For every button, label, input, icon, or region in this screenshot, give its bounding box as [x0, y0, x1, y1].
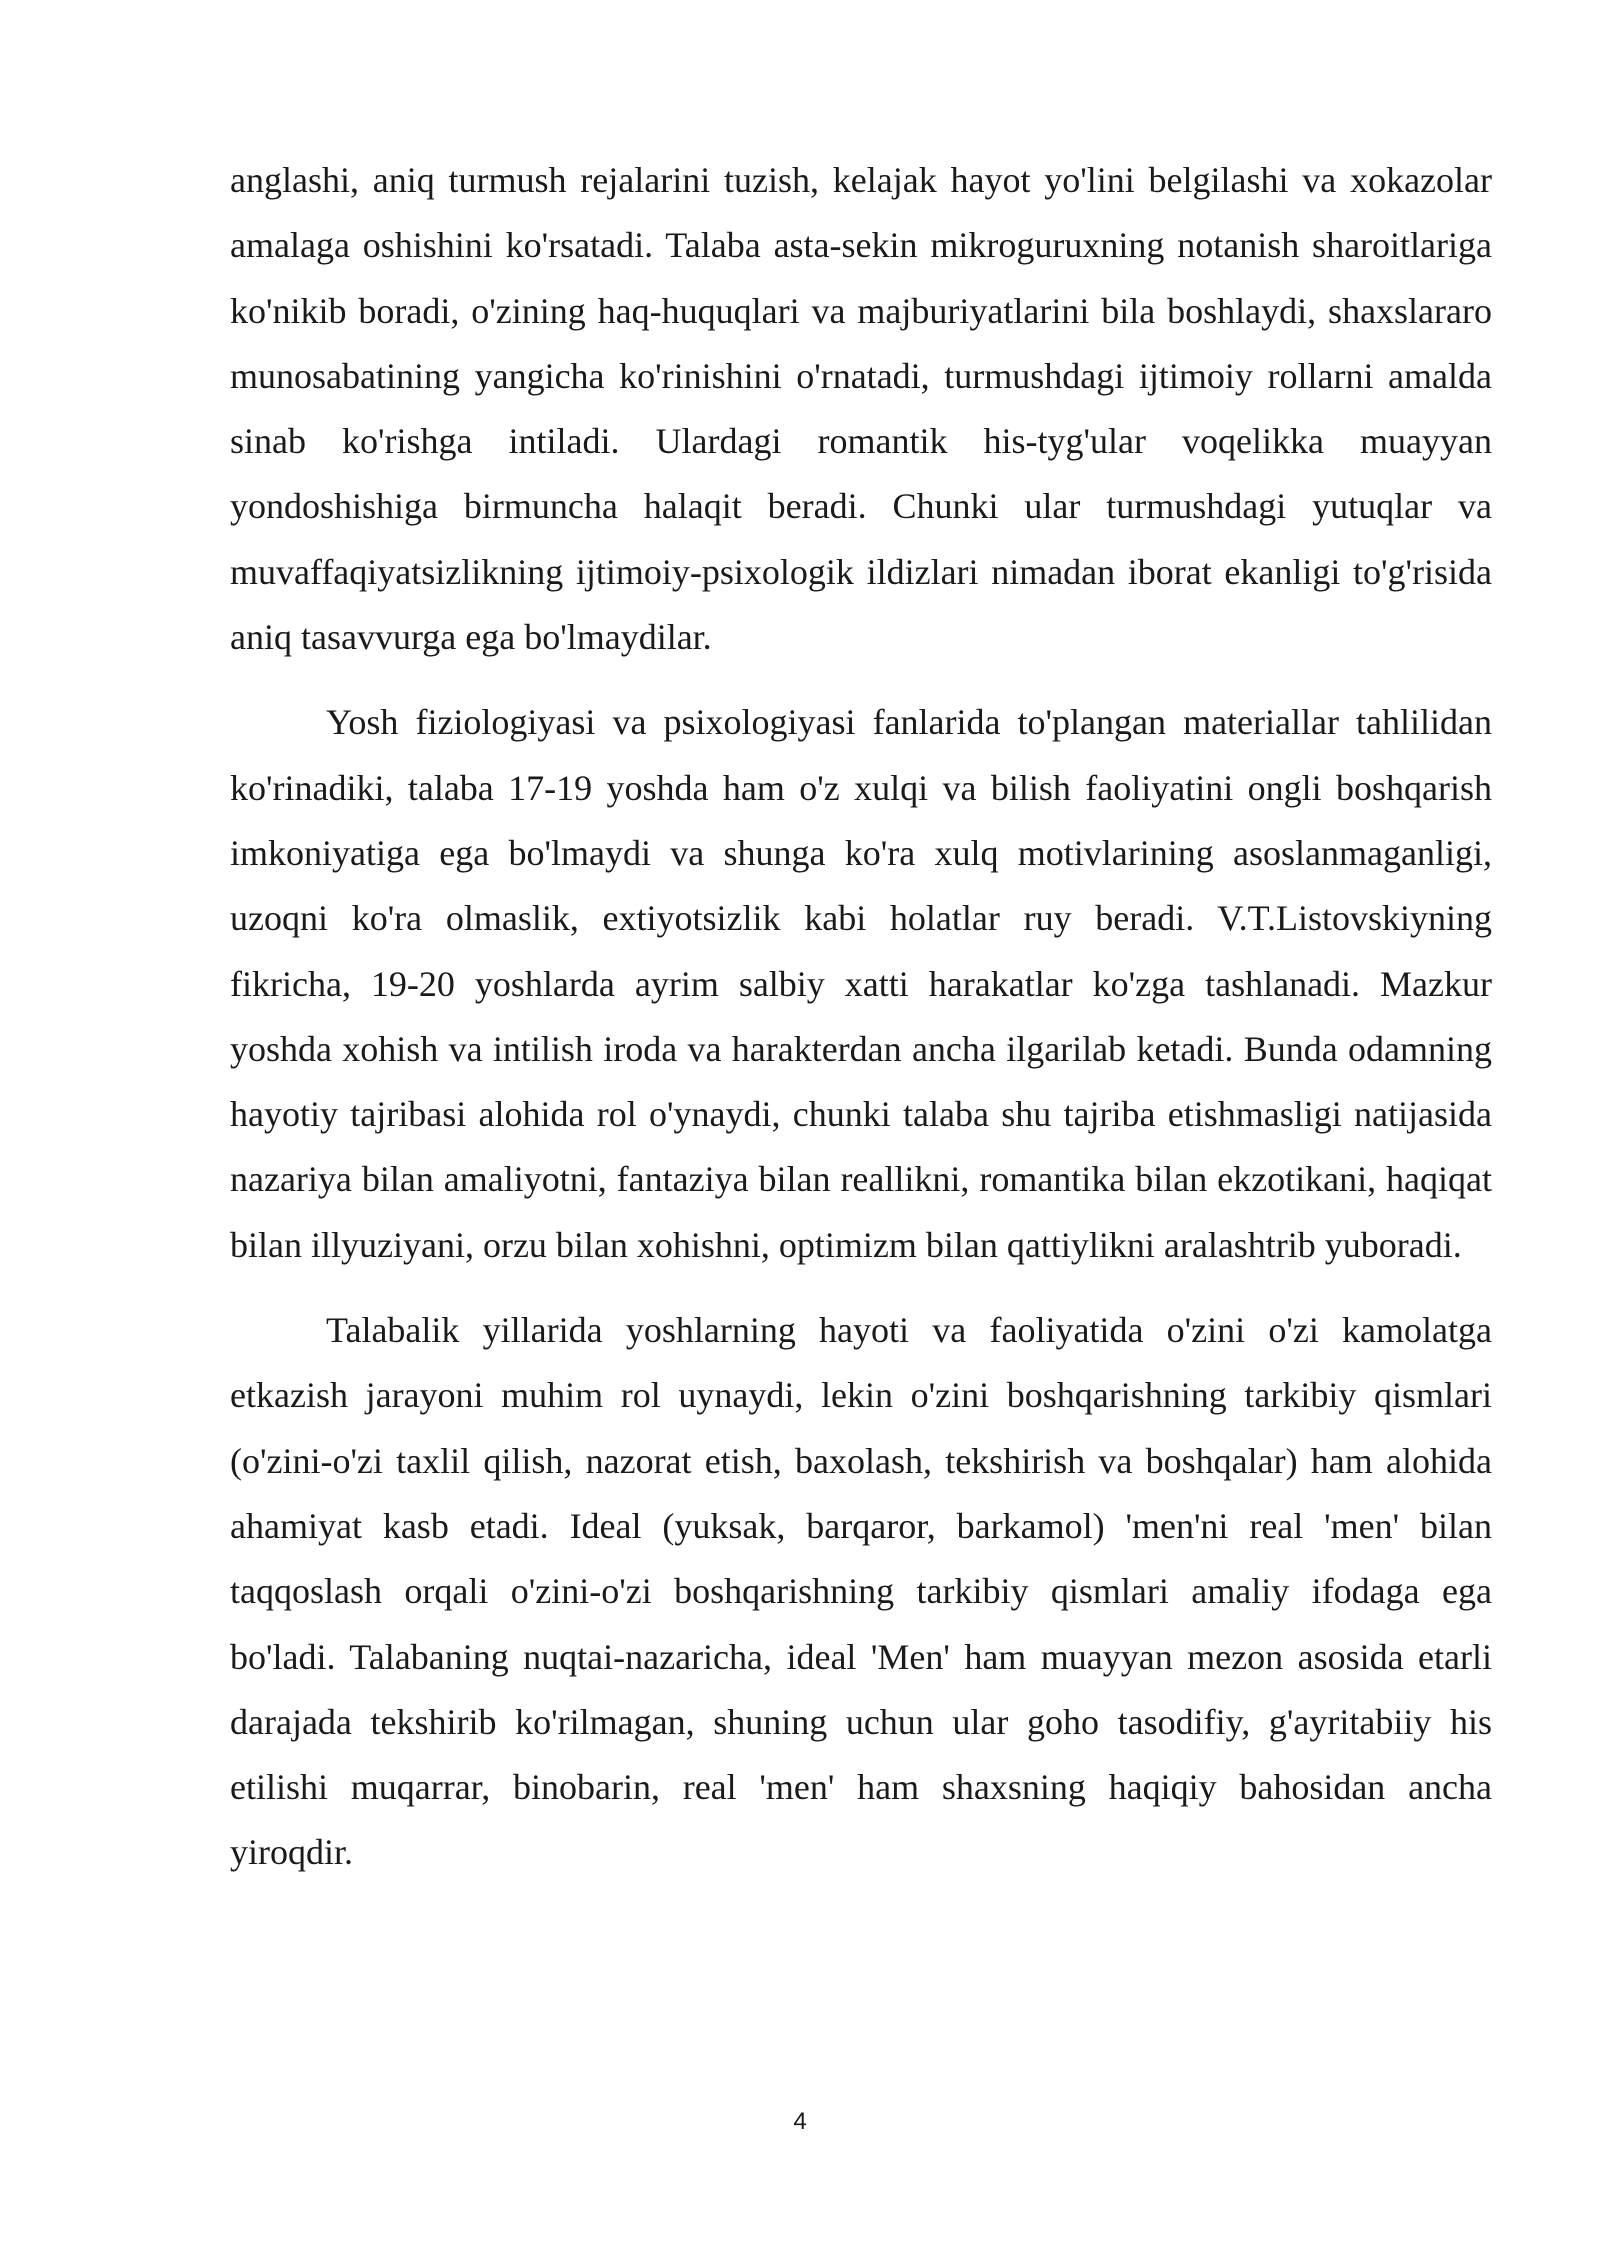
paragraph-3: Talabalik yillarida yoshlarning hayoti va faoliyatida o'zini o'zi kamolatga etkazish jarayoni muhim rol uynaydi, lekin o'zini boshqarishning tarkibiy qismlari (o'zini-o'zi taxlil qilish, nazorat etish, baxolash, tekshirish va boshqalar) ham alohida ahamiyat kasb etadi. Ideal (yuksak, barqaror, barkamol) 'men'ni real 'men' bilan taqqoslash orqali o'zini-o'zi boshqarishning tarkibiy qismlari amaliy ifodaga ega bo'ladi. Talabaning nuqtai-nazaricha, ideal 'Men' ham muayyan mezon asosida etarli darajada tekshirib ko'rilmagan, shuning uchun ular goho tasodifiy, g'ayritabiiy his etilishi muqarrar, binobarin, real 'men' ham shaxsning haqiqiy bahosidan ancha yiroqdir.	[230, 1310, 1492, 1873]
paragraph-2: Yosh fiziologiyasi va psixologiyasi fanlarida to'plangan materiallar tahlilidan ko'rinadiki, talaba 17-19 yoshda ham o'z xulqi va bilish faoliyatini ongli boshqarish imkoniyatiga ega bo'lmaydi va shunga ko'ra xulq motivlarining asoslanmaganligi, uzoqni ko'ra olmaslik, extiyotsizlik kabi holatlar ruy beradi. V.T.Listovskiyning fikricha, 19-20 yoshlarda ayrim salbiy xatti harakatlar ko'zga tashlanadi. Mazkur yoshda xohish va intilish iroda va harakterdan ancha ilgarilab ketadi. Bunda odamning hayotiy tajribasi alohida rol o'ynaydi, chunki talaba shu tajriba etishmasligi natijasida nazariya bilan amaliyotni, fantaziya bilan reallikni, romantika bilan ekzotikani, haqiqat bilan illyuziyani, orzu bilan xohishni, optimizm bilan qattiylikni aralashtrib yuboradi.	[230, 702, 1492, 1265]
body-text	[230, 148, 1492, 1906]
page-number: 4	[793, 2108, 807, 2135]
paragraph-1: anglashi, aniq turmush rejalarini tuzish, kelajak hayot yo'lini belgilashi va xokazolar amalaga oshishini ko'rsatadi. Talaba asta-sekin mikroguruxning notanish sharoitlariga ko'nikib boradi, o'zining haq-huquqlari va majburiyatlarini bila boshlaydi, shaxslararo munosabatining yangicha ko'rinishini o'rnatadi, turmushdagi ijtimoiy rollarni amalda sinab ko'rishga intiladi. Ulardagi romantik his-tyg'ular voqelikka muayyan yondoshishiga birmuncha halaqit beradi. Chunki ular turmushdagi yutuqlar va muvaffaqiyatsizlikning ijtimoiy-psixologik ildizlari nimadan iborat ekanligi to'g'risida aniq tasavvurga ega bo'lmaydilar.	[230, 160, 1492, 658]
